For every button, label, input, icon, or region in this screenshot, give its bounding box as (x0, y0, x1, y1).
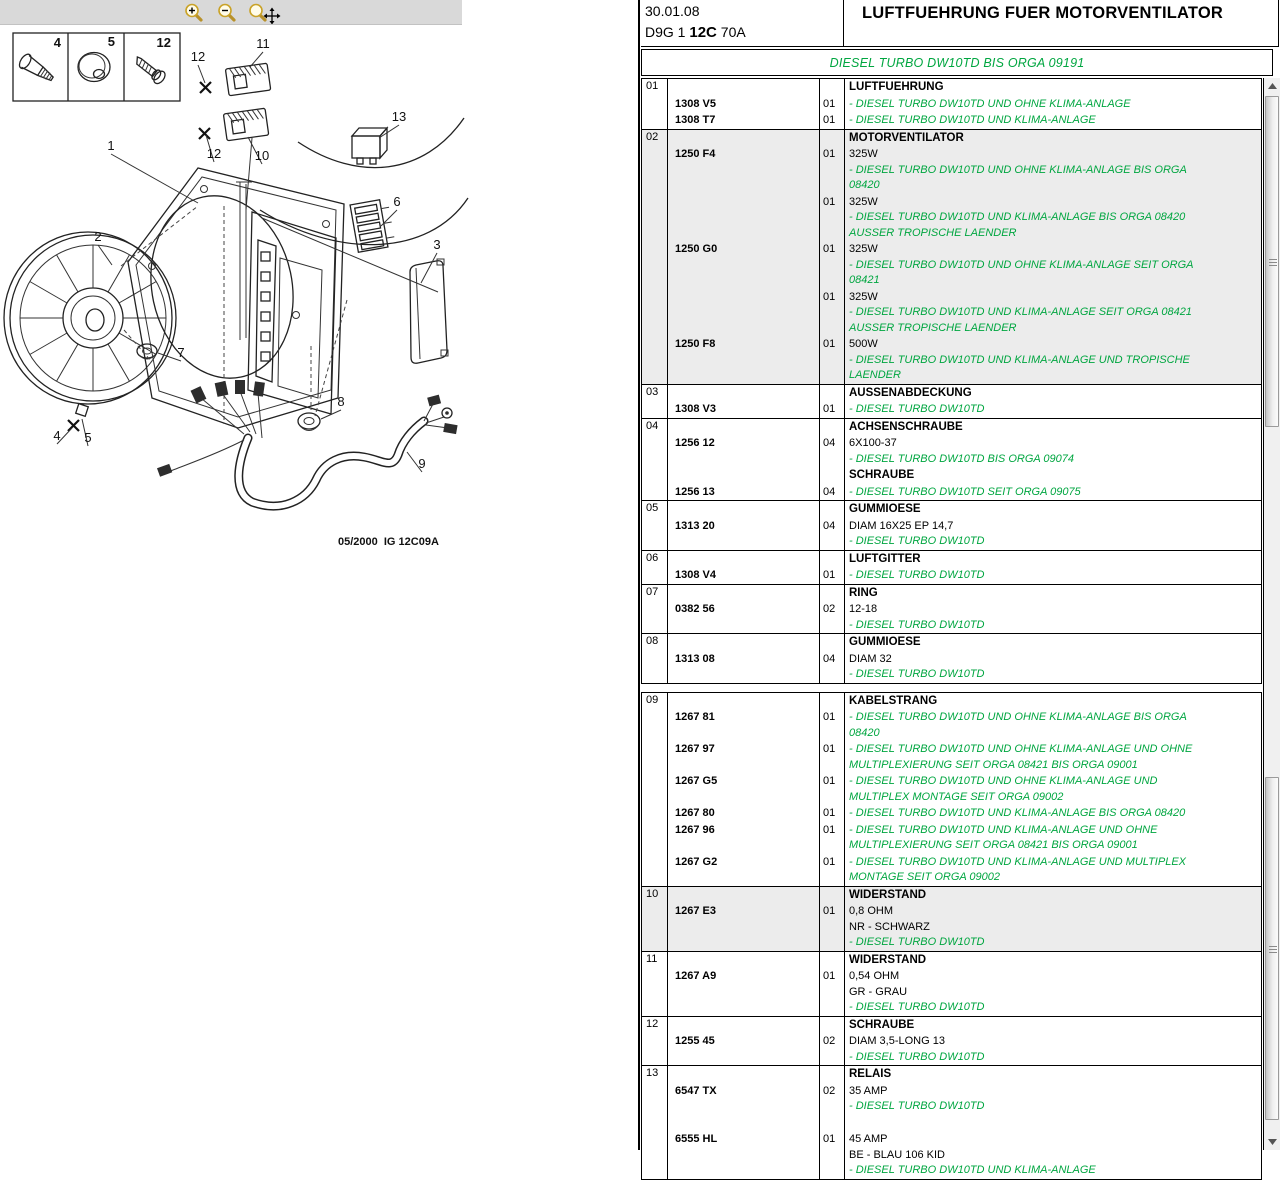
callout-label: 12 (206, 146, 222, 161)
legend-box (13, 33, 180, 101)
scrollbar-thumb-upper[interactable] (1265, 96, 1279, 427)
description-line: WIDERSTAND (849, 953, 927, 966)
description-line: - DIESEL TURBO DW10TD UND KLIMA-ANLAGE SEIT ORGA 08421 (849, 306, 1192, 318)
quantity-cell: 01 (820, 854, 845, 886)
quantity-cell: 01 (820, 822, 845, 854)
description-cell (845, 968, 1261, 1016)
description-line: - DIESEL TURBO DW10TD (849, 403, 985, 415)
part-number-cell[interactable]: 1267 G2 (668, 854, 820, 886)
description-cell (845, 741, 1261, 773)
description-line: - DIESEL TURBO DW10TD BIS ORGA 09074 (849, 452, 1074, 465)
item-number-cell: 07 (642, 585, 668, 634)
quantity-cell (820, 130, 845, 147)
description-cell (845, 693, 1261, 710)
callout-label: 13 (391, 109, 407, 124)
description-line: - DIESEL TURBO DW10TD (849, 1100, 985, 1112)
fan-wheel (4, 232, 176, 404)
part-number-cell[interactable]: 1250 G0 (668, 241, 820, 289)
reference-arcs (246, 118, 468, 292)
description-cell (845, 467, 1261, 484)
part-number-cell (668, 1115, 820, 1132)
screw-mark-icon (68, 82, 211, 431)
parts-table-area (641, 78, 1262, 1180)
part-number-cell[interactable]: 1308 V4 (668, 567, 820, 584)
quantity-cell: 01 (820, 805, 845, 822)
description-line (849, 1116, 1261, 1125)
description-line: MULTIPLEXIERUNG SEIT ORGA 08421 BIS ORGA 09001 (849, 839, 1138, 851)
part-number-cell (668, 551, 820, 568)
description-line: 0,54 OHM (849, 970, 900, 982)
bolt-icon (17, 52, 56, 85)
description-cell (845, 96, 1261, 113)
description-line: MULTIPLEX MONTAGE SEIT ORGA 09002 (849, 790, 1064, 803)
scrollbar-thumb-lower[interactable] (1265, 777, 1279, 1120)
table-row[interactable] (642, 951, 1261, 1016)
part-number-cell[interactable]: 1308 V5 (668, 96, 820, 113)
part-number-cell[interactable]: 1267 81 (668, 709, 820, 741)
description-cell (845, 567, 1261, 584)
part-number-cell[interactable]: 1308 V3 (668, 401, 820, 418)
description-line: MONTAGE SEIT ORGA 09002 (849, 871, 1000, 883)
description-cell (845, 435, 1261, 467)
table-row[interactable] (642, 584, 1261, 634)
description-cell (845, 805, 1261, 822)
scroll-down-arrow[interactable] (1264, 1134, 1280, 1150)
item-number-cell: 01 (642, 79, 668, 129)
description-cell (845, 1115, 1261, 1132)
callout-leader (198, 65, 205, 83)
part-number-cell[interactable]: 0382 56 (668, 601, 820, 633)
description-cell (845, 241, 1261, 289)
callout-label: 12 (190, 49, 206, 64)
quantity-cell: 01 (820, 567, 845, 584)
description-line: LUFTGITTER (849, 552, 921, 565)
table-row[interactable] (642, 129, 1261, 384)
description-line: DIAM 32 (849, 652, 892, 665)
callout-leader (379, 125, 399, 138)
callout-label: 2 (94, 229, 102, 244)
description-line: WIDERSTAND (849, 888, 927, 901)
quantity-cell (820, 385, 845, 402)
quantity-cell (820, 693, 845, 710)
item-number-cell: 03 (642, 385, 668, 418)
description-line: AUSSER TROPISCHE LAENDER (849, 226, 1017, 239)
description-line: - DIESEL TURBO DW10TD (849, 1001, 985, 1013)
callout-label: 6 (393, 194, 401, 209)
callout-label: 10 (254, 148, 270, 163)
description-line: - DIESEL TURBO DW10TD UND OHNE KLIMA-ANLAGE (849, 97, 1131, 110)
description-line: - DIESEL TURBO DW10TD UND KLIMA-ANLAGE UND TROPISCHE (849, 353, 1190, 366)
description-line: LAENDER (849, 369, 901, 381)
description-line: - DIESEL TURBO DW10TD (849, 936, 985, 948)
quantity-cell (820, 467, 845, 484)
quantity-cell (820, 1017, 845, 1034)
description-line: DIAM 16X25 EP 14,7 (849, 519, 954, 532)
quantity-cell: 01 (820, 194, 845, 242)
pane-divider (638, 0, 640, 1150)
description-line: MOTORVENTILATOR (849, 131, 964, 144)
description-cell (845, 822, 1261, 854)
part-number-cell[interactable]: 1313 20 (668, 518, 820, 550)
table-row[interactable] (642, 693, 1261, 886)
parts-table (641, 692, 1262, 1180)
description-cell (845, 194, 1261, 242)
description-line: - DIESEL TURBO DW10TD UND OHNE KLIMA-ANLAGE BIS ORGA (849, 711, 1187, 723)
connector-11 (225, 63, 270, 96)
item-number-cell: 10 (642, 887, 668, 951)
description-line: 325W (849, 243, 878, 255)
part-number-cell (668, 467, 820, 484)
description-line: - DIESEL TURBO DW10TD UND KLIMA-ANLAGE (849, 1164, 1096, 1176)
description-line: AUSSER TROPISCHE LAENDER (849, 321, 1017, 334)
description-cell (845, 651, 1261, 683)
quantity-cell: 01 (820, 96, 845, 113)
table-row[interactable] (642, 1065, 1261, 1179)
description-line: LUFTFUEHRUNG (849, 81, 944, 93)
part-number-cell (668, 1066, 820, 1083)
description-cell (845, 419, 1261, 436)
part-number-cell[interactable]: 1313 08 (668, 651, 820, 683)
callout-leader (98, 245, 112, 265)
part-number-cell (668, 194, 820, 242)
description-line: GUMMIOESE (849, 503, 921, 515)
description-cell (845, 336, 1261, 384)
description-cell (845, 887, 1261, 904)
quantity-cell: 01 (820, 968, 845, 1016)
quantity-cell: 04 (820, 651, 845, 683)
side-cover (410, 259, 448, 363)
quantity-cell: 01 (820, 773, 845, 805)
quantity-cell: 04 (820, 484, 845, 501)
table-row[interactable] (642, 550, 1261, 584)
quantity-cell (820, 952, 845, 969)
description-line: 500W (849, 338, 878, 350)
item-number-cell: 09 (642, 693, 668, 886)
description-cell (845, 401, 1261, 418)
spacer-square (76, 404, 89, 417)
grommet-icon (78, 53, 110, 82)
callout-label: 9 (418, 456, 426, 471)
construction-lines (121, 206, 347, 424)
description-line: 6X100-37 (849, 437, 897, 449)
item-number-cell: 08 (642, 634, 668, 683)
table-row[interactable] (642, 384, 1261, 418)
description-line: GUMMIOESE (849, 636, 921, 648)
description-cell (845, 634, 1261, 651)
description-line: - DIESEL TURBO DW10TD (849, 668, 985, 680)
table-row[interactable] (642, 1016, 1261, 1066)
description-line: - DIESEL TURBO DW10TD UND KLIMA-ANLAGE BIS ORGA 08420 (849, 807, 1186, 819)
callout-label: 11 (256, 36, 270, 51)
description-line: - DIESEL TURBO DW10TD UND KLIMA-ANLAGE BIS ORGA 08420 (849, 211, 1186, 223)
zoom-out-icon[interactable] (219, 5, 234, 21)
description-cell (845, 79, 1261, 96)
legend-number: 12 (156, 35, 171, 50)
wiring-harness (157, 380, 458, 506)
description-line: 12-18 (849, 603, 878, 615)
table-row[interactable] (642, 633, 1261, 683)
callout-label: 3 (433, 237, 441, 252)
variant-banner-text: DIESEL TURBO DW10TD BIS ORGA 09191 (829, 55, 1085, 70)
part-number-cell[interactable]: 1250 F4 (668, 146, 820, 194)
part-number-cell (668, 887, 820, 904)
part-number-cell (668, 385, 820, 402)
part-number-cell[interactable]: 1308 T7 (668, 112, 820, 129)
description-cell (845, 130, 1261, 147)
description-cell (845, 112, 1261, 129)
header-code: D9G 1 12C 70A (645, 24, 746, 41)
quantity-cell (820, 1066, 845, 1083)
description-cell (845, 1083, 1261, 1115)
description-cell (845, 1033, 1261, 1065)
quantity-cell: 01 (820, 741, 845, 773)
description-cell (845, 501, 1261, 518)
quantity-cell: 02 (820, 1083, 845, 1115)
description-line: - DIESEL TURBO DW10TD (849, 569, 985, 581)
part-number-cell[interactable]: 1255 45 (668, 1033, 820, 1065)
part-number-cell (668, 585, 820, 602)
description-line: 08420 (849, 179, 880, 191)
legend-number: 4 (53, 35, 61, 50)
description-line: NR - SCHWARZ (849, 920, 930, 933)
part-number-cell[interactable]: 1250 F8 (668, 336, 820, 384)
legend-number: 5 (107, 34, 115, 49)
description-line: - DIESEL TURBO DW10TD (849, 618, 985, 631)
description-cell (845, 601, 1261, 633)
item-number-cell: 11 (642, 952, 668, 1016)
description-line: SCHRAUBE (849, 1018, 915, 1031)
description-line: AUSSENABDECKUNG (849, 386, 972, 399)
scroll-up-arrow[interactable] (1264, 78, 1280, 94)
description-line: KABELSTRANG (849, 694, 938, 707)
description-line: - DIESEL TURBO DW10TD UND KLIMA-ANLAGE (849, 114, 1096, 126)
zoom-toolbar (0, 0, 462, 25)
quantity-cell: 01 (820, 241, 845, 289)
description-cell (845, 709, 1261, 741)
thumb-grip (1269, 946, 1277, 953)
description-cell (845, 903, 1261, 951)
quantity-cell: 01 (820, 336, 845, 384)
description-line: GR - GRAU (849, 985, 908, 998)
zoom-pan-icon[interactable] (250, 5, 281, 25)
callout-label: 5 (84, 430, 92, 445)
callout-label: 8 (337, 394, 345, 409)
page-header (641, 0, 1279, 47)
description-cell (845, 585, 1261, 602)
callout-label: 4 (53, 428, 61, 443)
quantity-cell (820, 79, 845, 96)
quantity-cell: 02 (820, 601, 845, 633)
part-number-cell[interactable]: 1267 G5 (668, 773, 820, 805)
quantity-cell: 01 (820, 289, 845, 337)
description-line: - DIESEL TURBO DW10TD UND OHNE KLIMA-ANLAGE UND (849, 775, 1158, 787)
quantity-cell (820, 501, 845, 518)
item-number-cell: 13 (642, 1066, 668, 1179)
item-number-cell: 04 (642, 419, 668, 501)
quantity-cell (820, 634, 845, 651)
item-number-cell: 06 (642, 551, 668, 584)
item-number-cell: 05 (642, 501, 668, 550)
description-line: 325W (849, 290, 878, 303)
description-cell (845, 551, 1261, 568)
quantity-cell: 01 (820, 146, 845, 194)
quantity-cell: 02 (820, 1033, 845, 1065)
thumb-grip (1269, 259, 1277, 266)
callout-label: 1 (107, 138, 115, 153)
variant-banner (641, 49, 1273, 76)
description-line: - DIESEL TURBO DW10TD UND OHNE KLIMA-ANLAGE BIS ORGA (849, 163, 1187, 176)
part-number-cell[interactable]: 1267 A9 (668, 968, 820, 1016)
part-number-cell[interactable]: 1256 12 (668, 435, 820, 467)
part-number-cell (668, 952, 820, 969)
description-line: 45 AMP (849, 1133, 888, 1145)
part-number-cell (668, 289, 820, 337)
description-line: - DIESEL TURBO DW10TD UND OHNE KLIMA-ANLAGE SEIT ORGA (849, 258, 1194, 271)
zoom-in-icon[interactable] (186, 5, 201, 21)
description-line: 0,8 OHM (849, 905, 894, 917)
description-cell (845, 385, 1261, 402)
callout-leader (421, 253, 437, 283)
part-number-cell (668, 1017, 820, 1034)
table-row[interactable] (642, 418, 1261, 501)
part-number-cell[interactable]: 6555 HL (668, 1131, 820, 1179)
description-cell (845, 952, 1261, 969)
description-line: 08420 (849, 726, 880, 739)
description-cell (845, 146, 1261, 194)
quantity-cell: 04 (820, 435, 845, 467)
quantity-cell: 01 (820, 903, 845, 951)
quantity-cell: 01 (820, 112, 845, 129)
part-number-cell (668, 634, 820, 651)
callout-label: 7 (177, 345, 185, 360)
description-cell (845, 1017, 1261, 1034)
description-cell (845, 518, 1261, 550)
description-cell (845, 484, 1261, 501)
quantity-cell (820, 419, 845, 436)
part-number-cell[interactable]: 6547 TX (668, 1083, 820, 1115)
item-number-cell: 02 (642, 130, 668, 384)
description-cell (845, 773, 1261, 805)
connector-10 (223, 108, 268, 141)
description-line: MULTIPLEXIERUNG SEIT ORGA 08421 BIS ORGA 09001 (849, 758, 1138, 771)
grommet-8 (298, 413, 320, 431)
scrollbar[interactable] (1263, 78, 1280, 1150)
description-cell (845, 1131, 1261, 1179)
description-line: - DIESEL TURBO DW10TD UND OHNE KLIMA-ANLAGE UND OHNE (849, 743, 1193, 755)
header-date: 30.01.08 (645, 3, 700, 19)
page-title: LUFTFUEHRUNG FUER MOTORVENTILATOR (862, 4, 1224, 22)
description-line: ACHSENSCHRAUBE (849, 420, 963, 433)
quantity-cell: 01 (820, 1131, 845, 1179)
quantity-cell (820, 585, 845, 602)
description-line: - DIESEL TURBO DW10TD (849, 535, 985, 547)
table-row[interactable] (642, 79, 1261, 129)
description-line: RELAIS (849, 1068, 892, 1080)
item-number-cell: 12 (642, 1017, 668, 1066)
exploded-parts-diagram (0, 25, 638, 595)
part-number-cell (668, 501, 820, 518)
quantity-cell (820, 551, 845, 568)
description-line: - DIESEL TURBO DW10TD (849, 1050, 985, 1063)
part-number-cell (668, 130, 820, 147)
description-line: 35 AMP (849, 1084, 888, 1097)
quantity-cell (820, 887, 845, 904)
description-line: 325W (849, 195, 878, 208)
part-number-cell (668, 79, 820, 96)
table-row[interactable] (642, 500, 1261, 550)
description-line: 08421 (849, 274, 880, 286)
callout-leader (111, 154, 198, 203)
quantity-cell: 04 (820, 518, 845, 550)
part-number-cell[interactable]: 1267 96 (668, 822, 820, 854)
part-number-cell (668, 419, 820, 436)
description-line: 325W (849, 148, 878, 160)
relay (352, 128, 387, 164)
parts-table (641, 78, 1262, 684)
screw-icon (132, 53, 168, 85)
part-number-cell[interactable]: 1256 13 (668, 484, 820, 501)
drawing-caption: 05/2000 IG 12C09A (338, 536, 439, 548)
description-line: BE - BLAU 106 KID (849, 1148, 945, 1161)
quantity-cell (820, 1115, 845, 1132)
part-number-cell (668, 693, 820, 710)
description-cell (845, 854, 1261, 886)
quantity-cell: 01 (820, 401, 845, 418)
table-row[interactable] (642, 886, 1261, 951)
description-line: RING (849, 586, 878, 599)
part-number-cell[interactable]: 1267 97 (668, 741, 820, 773)
description-line: SCHRAUBE (849, 469, 915, 481)
quantity-cell: 01 (820, 709, 845, 741)
part-number-cell[interactable]: 1267 E3 (668, 903, 820, 951)
part-number-cell[interactable]: 1267 80 (668, 805, 820, 822)
description-line: - DIESEL TURBO DW10TD UND KLIMA-ANLAGE UND MULTIPLEX (849, 855, 1186, 868)
description-cell (845, 289, 1261, 337)
description-cell (845, 1066, 1261, 1083)
description-line: - DIESEL TURBO DW10TD SEIT ORGA 09075 (849, 485, 1081, 498)
description-line: - DIESEL TURBO DW10TD UND KLIMA-ANLAGE UND OHNE (849, 823, 1158, 836)
description-line: DIAM 3,5-LONG 13 (849, 1035, 945, 1047)
